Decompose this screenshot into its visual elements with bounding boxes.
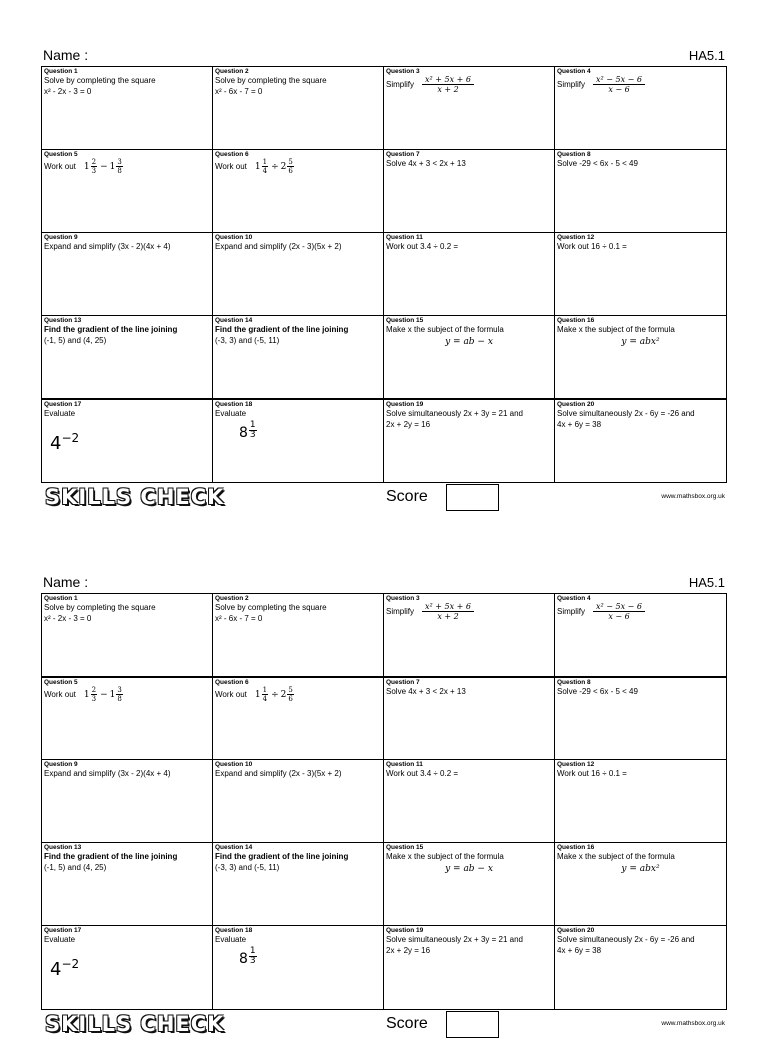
question-text: Solve by completing the square (44, 76, 156, 85)
question-title: Question 9 (44, 234, 78, 241)
question-cell-20 (555, 926, 726, 1009)
question-text: Work out (44, 690, 76, 699)
question-points: (-3, 3) and (-5, 11) (215, 336, 280, 345)
denominator: 6 (288, 167, 293, 175)
question-title: Question 11 (386, 234, 423, 241)
question-cell-14 (213, 843, 384, 926)
numerator: 1 (262, 158, 268, 166)
question-text: Solve simultaneously 2x - 6y = -26 and (557, 935, 695, 944)
question-equation: 2x + 2y = 16 (386, 420, 431, 429)
question-title: Question 3 (386, 68, 420, 75)
fractional-power-expression (239, 946, 257, 967)
question-title: Question 13 (44, 317, 82, 324)
question-text: Work out 3.4 ÷ 0.2 = (386, 242, 459, 251)
question-title: Question 4 (557, 68, 591, 75)
question-text: Find the gradient of the line joining (215, 325, 349, 334)
question-title: Question 1 (44, 68, 78, 75)
worksheet-top (41, 46, 727, 517)
exponent-denominator: 3 (249, 956, 256, 966)
question-cell-13 (42, 316, 213, 399)
question-cell-7 (384, 150, 555, 233)
question-title: Question 11 (386, 761, 423, 768)
fraction-numerator: x² + 5x + 6 (422, 75, 474, 85)
question-cell-16 (555, 843, 726, 926)
question-text: Solve simultaneously 2x + 3y = 21 and (386, 409, 523, 418)
question-cell-15 (384, 843, 555, 926)
question-text: Expand and simplify (2x - 3)(5x + 2) (215, 242, 342, 251)
question-title: Question 10 (215, 761, 253, 768)
question-cell-10 (213, 760, 384, 843)
question-title: Question 2 (215, 68, 249, 75)
question-title: Question 18 (215, 401, 253, 408)
website-url: www.mathsbox.org.uk (661, 493, 725, 500)
question-cell-12 (555, 760, 726, 843)
question-text: Solve -29 < 6x - 5 < 49 (557, 159, 638, 168)
question-equation: x² - 6x - 7 = 0 (215, 87, 263, 96)
question-title: Question 9 (44, 761, 78, 768)
numerator: 3 (117, 686, 122, 694)
whole-part: 1 (109, 161, 116, 172)
question-text: Expand and simplify (3x - 2)(4x + 4) (44, 769, 171, 778)
numerator: 2 (91, 686, 97, 694)
question-cell-19 (384, 926, 555, 1009)
sheet-code: HA5.1 (688, 48, 725, 63)
question-cell-5 (42, 677, 213, 760)
question-formula: y = abx² (621, 864, 660, 874)
numerator: 1 (262, 686, 268, 694)
website-url: www.mathsbox.org.uk (661, 1020, 725, 1027)
question-text: Simplify (386, 607, 415, 616)
whole-part: 2 (280, 161, 287, 172)
question-cell-8 (555, 150, 726, 233)
numerator: 2 (91, 158, 97, 166)
whole-part: 1 (109, 689, 116, 700)
question-cell-9 (42, 233, 213, 316)
question-cell-19 (384, 399, 555, 482)
question-title: Question 4 (557, 595, 591, 602)
algebraic-fraction (593, 75, 645, 94)
fraction-denominator: x + 2 (437, 85, 459, 94)
question-points: (-1, 5) and (4, 25) (44, 863, 107, 872)
question-formula: y = ab − x (445, 864, 493, 874)
question-title: Question 1 (44, 595, 78, 602)
question-cell-4 (555, 594, 726, 677)
denominator: 6 (288, 695, 293, 703)
score-box[interactable] (446, 484, 499, 511)
mixed-number-expression (84, 686, 124, 703)
question-cell-17 (42, 399, 213, 482)
question-text: Make x the subject of the formula (557, 852, 675, 861)
operator: − (100, 689, 108, 700)
question-cell-5 (42, 150, 213, 233)
whole-part: 1 (254, 689, 261, 700)
question-text: Make x the subject of the formula (557, 325, 675, 334)
question-cell-1 (42, 594, 213, 677)
question-cell-15 (384, 316, 555, 399)
question-text: Solve 4x + 3 < 2x + 13 (386, 159, 466, 168)
question-cell-12 (555, 233, 726, 316)
question-cell-20 (555, 399, 726, 482)
whole-part: 1 (83, 161, 90, 172)
question-text: Work out (215, 162, 247, 171)
question-title: Question 5 (44, 679, 78, 686)
sheet-header (41, 573, 727, 593)
exponent: −2 (61, 957, 80, 971)
base: 4 (50, 433, 62, 454)
exponent-numerator: 1 (249, 946, 256, 956)
question-title: Question 18 (215, 927, 253, 934)
exponent-numerator: 1 (249, 420, 256, 430)
question-grid (41, 66, 727, 483)
question-equation: x² - 2x - 3 = 0 (44, 87, 92, 96)
algebraic-fraction (422, 75, 474, 94)
question-text: Simplify (557, 607, 586, 616)
question-text: Evaluate (44, 935, 76, 944)
question-cell-13 (42, 843, 213, 926)
base: 8 (239, 425, 248, 441)
question-title: Question 8 (557, 679, 591, 686)
question-formula: y = ab − x (445, 337, 493, 347)
question-cell-3 (384, 594, 555, 677)
question-equation: 2x + 2y = 16 (386, 946, 431, 955)
power-expression (50, 431, 210, 454)
question-title: Question 17 (44, 401, 82, 408)
question-cell-11 (384, 760, 555, 843)
question-title: Question 14 (215, 844, 253, 851)
question-text: Find the gradient of the line joining (44, 852, 178, 861)
question-cell-6 (213, 150, 384, 233)
whole-part: 1 (254, 161, 261, 172)
numerator: 5 (288, 686, 293, 694)
fractional-power-expression (239, 420, 257, 441)
question-text: Evaluate (44, 409, 76, 418)
question-cell-18 (213, 399, 384, 482)
score-label: Score (386, 488, 428, 505)
question-text: Make x the subject of the formula (386, 852, 504, 861)
question-title: Question 15 (386, 317, 424, 324)
denominator: 3 (91, 695, 97, 703)
question-title: Question 19 (386, 401, 424, 408)
question-title: Question 19 (386, 927, 424, 934)
question-text: Find the gradient of the line joining (215, 852, 349, 861)
question-title: Question 20 (557, 927, 595, 934)
algebraic-fraction (422, 602, 474, 621)
question-title: Question 7 (386, 679, 420, 686)
whole-part: 2 (280, 689, 287, 700)
skills-check-logo: SKILLS CHECK (45, 485, 225, 509)
denominator: 3 (91, 167, 97, 175)
question-title: Question 17 (44, 927, 82, 934)
question-points: (-3, 3) and (-5, 11) (215, 863, 280, 872)
sheet-header (41, 46, 727, 66)
question-points: (-1, 5) and (4, 25) (44, 336, 107, 345)
question-cell-17 (42, 926, 213, 1009)
question-equation: 4x + 6y = 38 (557, 420, 602, 429)
question-title: Question 14 (215, 317, 253, 324)
fraction-denominator: x + 2 (437, 612, 459, 621)
sheet-code: HA5.1 (688, 575, 725, 590)
base: 4 (50, 959, 62, 980)
mixed-number-expression (84, 158, 124, 175)
question-text: Solve by completing the square (215, 76, 327, 85)
score-box[interactable] (446, 1011, 499, 1038)
question-text: Work out (215, 690, 247, 699)
question-grid (41, 593, 727, 1010)
question-text: Evaluate (215, 935, 247, 944)
question-formula: y = abx² (621, 337, 660, 347)
question-cell-9 (42, 760, 213, 843)
question-text: Solve by completing the square (44, 603, 156, 612)
question-title: Question 3 (386, 595, 420, 602)
question-text: Solve by completing the square (215, 603, 327, 612)
exponent: −2 (61, 431, 80, 445)
sheet-footer (41, 483, 727, 517)
question-text: Work out 16 ÷ 0.1 = (557, 242, 627, 251)
question-cell-2 (213, 67, 384, 150)
question-text: Solve simultaneously 2x + 3y = 21 and (386, 935, 523, 944)
question-text: Work out 3.4 ÷ 0.2 = (386, 769, 459, 778)
question-title: Question 8 (557, 151, 591, 158)
question-cell-6 (213, 677, 384, 760)
question-title: Question 6 (215, 679, 249, 686)
question-cell-2 (213, 594, 384, 677)
score-label: Score (386, 1015, 428, 1032)
question-text: Work out 16 ÷ 0.1 = (557, 769, 627, 778)
sheet-footer (41, 1010, 727, 1044)
question-equation: x² - 2x - 3 = 0 (44, 614, 92, 623)
question-equation: x² - 6x - 7 = 0 (215, 614, 263, 623)
question-title: Question 12 (557, 761, 595, 768)
exponent-denominator: 3 (249, 430, 256, 440)
question-text: Expand and simplify (2x - 3)(5x + 2) (215, 769, 342, 778)
question-cell-10 (213, 233, 384, 316)
name-label: Name : (43, 574, 89, 590)
question-cell-4 (555, 67, 726, 150)
question-cell-8 (555, 677, 726, 760)
worksheet-bottom (41, 573, 727, 1044)
skills-check-logo: SKILLS CHECK (45, 1012, 225, 1036)
operator: ÷ (271, 689, 279, 700)
question-equation: 4x + 6y = 38 (557, 946, 602, 955)
question-text: Solve 4x + 3 < 2x + 13 (386, 687, 466, 696)
question-title: Question 12 (557, 234, 595, 241)
operator: − (100, 161, 108, 172)
operator: ÷ (271, 161, 279, 172)
mixed-number-expression (255, 158, 295, 175)
question-title: Question 6 (215, 151, 249, 158)
question-cell-14 (213, 316, 384, 399)
denominator: 8 (117, 695, 122, 703)
question-text: Simplify (557, 80, 586, 89)
denominator: 4 (262, 167, 268, 175)
power-expression (50, 957, 210, 980)
fraction-numerator: x² − 5x − 6 (593, 602, 645, 612)
fraction-numerator: x² + 5x + 6 (422, 602, 474, 612)
fraction-denominator: x − 6 (608, 612, 630, 621)
question-text: Evaluate (215, 409, 247, 418)
question-text: Simplify (386, 80, 415, 89)
numerator: 5 (288, 158, 293, 166)
question-cell-1 (42, 67, 213, 150)
question-title: Question 13 (44, 844, 82, 851)
question-title: Question 16 (557, 844, 595, 851)
question-title: Question 2 (215, 595, 249, 602)
question-cell-18 (213, 926, 384, 1009)
fraction-denominator: x − 6 (608, 85, 630, 94)
question-title: Question 20 (557, 401, 595, 408)
question-title: Question 15 (386, 844, 424, 851)
whole-part: 1 (83, 689, 90, 700)
question-cell-3 (384, 67, 555, 150)
numerator: 3 (117, 158, 122, 166)
question-cell-7 (384, 677, 555, 760)
fraction-numerator: x² − 5x − 6 (593, 75, 645, 85)
question-text: Find the gradient of the line joining (44, 325, 178, 334)
question-text: Make x the subject of the formula (386, 325, 504, 334)
mixed-number-expression (255, 686, 295, 703)
question-title: Question 10 (215, 234, 253, 241)
denominator: 8 (117, 167, 122, 175)
name-label: Name : (43, 47, 89, 63)
question-text: Solve -29 < 6x - 5 < 49 (557, 687, 638, 696)
question-title: Question 5 (44, 151, 78, 158)
question-text: Work out (44, 162, 76, 171)
algebraic-fraction (593, 602, 645, 621)
base: 8 (239, 951, 248, 967)
question-title: Question 16 (557, 317, 595, 324)
question-text: Expand and simplify (3x - 2)(4x + 4) (44, 242, 171, 251)
question-cell-11 (384, 233, 555, 316)
denominator: 4 (262, 695, 268, 703)
question-title: Question 7 (386, 151, 420, 158)
question-cell-16 (555, 316, 726, 399)
question-text: Solve simultaneously 2x - 6y = -26 and (557, 409, 695, 418)
